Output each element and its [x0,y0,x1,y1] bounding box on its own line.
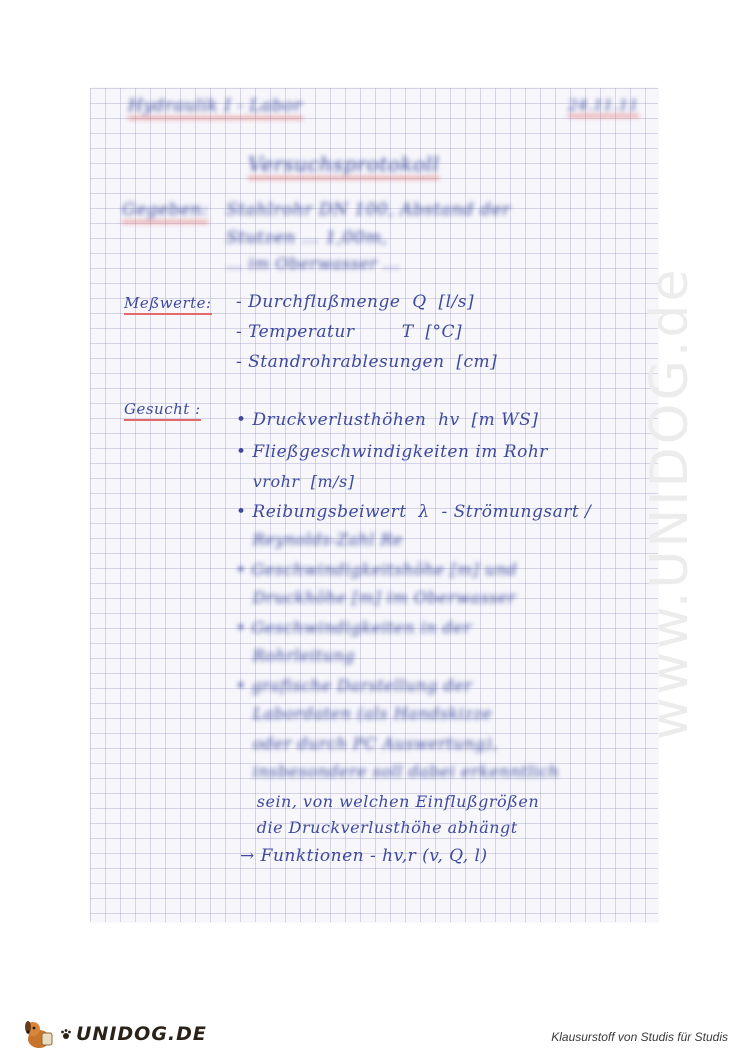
page-date: 24.11.11 [568,96,639,117]
gesucht-item: • Fließgeschwindigkeiten im Rohr [236,442,548,462]
gegeben-label: Gegeben: [122,200,208,223]
gesucht-item: Druckhöhe [m] im Oberwasser [236,588,516,607]
notebook-page [90,88,658,922]
messwerte-item: - Standrohrablesungen [cm] [236,352,498,372]
paw-icon [60,1028,72,1040]
course-title: Hydraulik I - Labor [128,96,303,119]
gesucht-item: • Reibungsbeiwert λ - Strömungsart / [236,502,592,522]
unidog-watermark: www.UNIDOG.de [640,266,700,740]
gesucht-item: • Druckverlusthöhen hv [m WS] [236,410,539,430]
gesucht-label: Gesucht : [124,400,201,421]
gegeben-line-2: Stutzen ... 1,00m, [226,228,388,248]
messwerte-label: Meßwerte: [124,294,212,315]
gesucht-item: Reynolds-Zahl Re [236,530,403,549]
gesucht-item: • Geschwindigkeitshöhe [m] und [236,560,518,579]
gesucht-item: Labordaten (als Handskizze [236,704,493,723]
gesucht-item: • grafische Darstellung der [236,676,473,695]
messwerte-item: - Durchflußmenge Q [l/s] [236,292,475,312]
unidog-logo[interactable] [22,1014,207,1054]
page-title: Versuchsprotokoll [248,152,439,179]
footer-tagline: Klausurstoff von Studis für Studis [551,1030,728,1044]
gesucht-item: insbesondere soll dabei erkenntlich [236,762,560,781]
gegeben-line-1: Stahlrohr DN 100, Abstand der [226,200,511,220]
logo-text: UNIDOG.DE [76,1023,207,1045]
gesucht-item: vrohr [m/s] [236,472,355,491]
gesucht-item: • Geschwindigkeiten in der [236,618,472,637]
gesucht-item: sein, von welchen Einflußgrößen [240,792,540,811]
gesucht-item: Rohrleitung [236,646,355,665]
gesucht-item: oder durch PC Auswertung), [236,734,498,753]
dog-mascot-icon [22,1017,56,1051]
messwerte-item: - Temperatur T [°C] [236,322,463,342]
gesucht-item: die Druckverlusthöhe abhängt [240,818,518,837]
gegeben-line-3: ... im Oberwasser ... [226,254,400,273]
gesucht-item: → Funktionen - hv,r (v, Q, l) [240,846,488,866]
